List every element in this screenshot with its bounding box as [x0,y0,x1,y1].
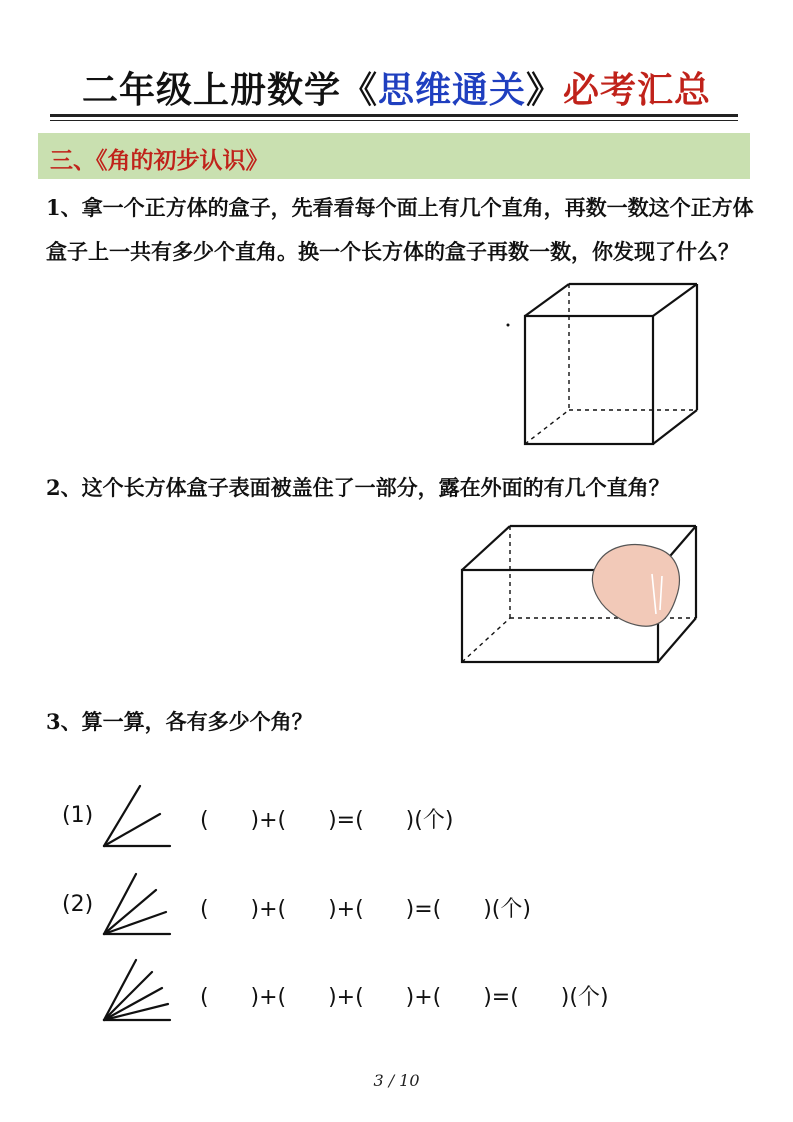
page-title [0,62,793,113]
page-number: 3 / 10 [373,1071,420,1090]
title-part-3: 》 [526,70,564,111]
cube-figure [505,278,710,448]
exercise-2-label: (2) [62,892,94,917]
title-part-1: 二年级上册数学《 [81,70,378,111]
angle-figure-3 [100,956,176,1026]
cuboid-figure [456,518,708,666]
title-underline-thick [50,114,738,117]
question-1: 1、拿一个正方体的盒子，先看看每个面上有几个直角，再数一数这个正方体盒子上一共有多少个直角。换一个长方体的盒子再数一数，你发现了什么？ [46,195,754,264]
angle-figure-2 [100,870,176,940]
title-part-4: 必考汇总 [563,70,712,111]
exercise-3-formula: ( )+( )+( )+( )=( )(个) [200,985,609,1010]
section-title: 三、《角的初步认识》 [50,148,269,174]
question-3: 3、算一算，各有多少个角？ [46,709,313,734]
title-part-2: 思维通关 [377,70,526,111]
angle-figure-1 [100,782,176,852]
cover-patch [592,545,679,627]
title-underline-thin [50,120,738,121]
exercise-2-formula: ( )+( )+( )=( )(个) [200,897,531,922]
section-header [38,133,750,179]
exercise-1-formula: ( )+( )=( )(个) [200,808,454,833]
exercise-1-label: (1) [62,803,94,828]
question-2: 2、这个长方体盒子表面被盖住了一部分，露在外面的有几个直角？ [46,475,670,500]
